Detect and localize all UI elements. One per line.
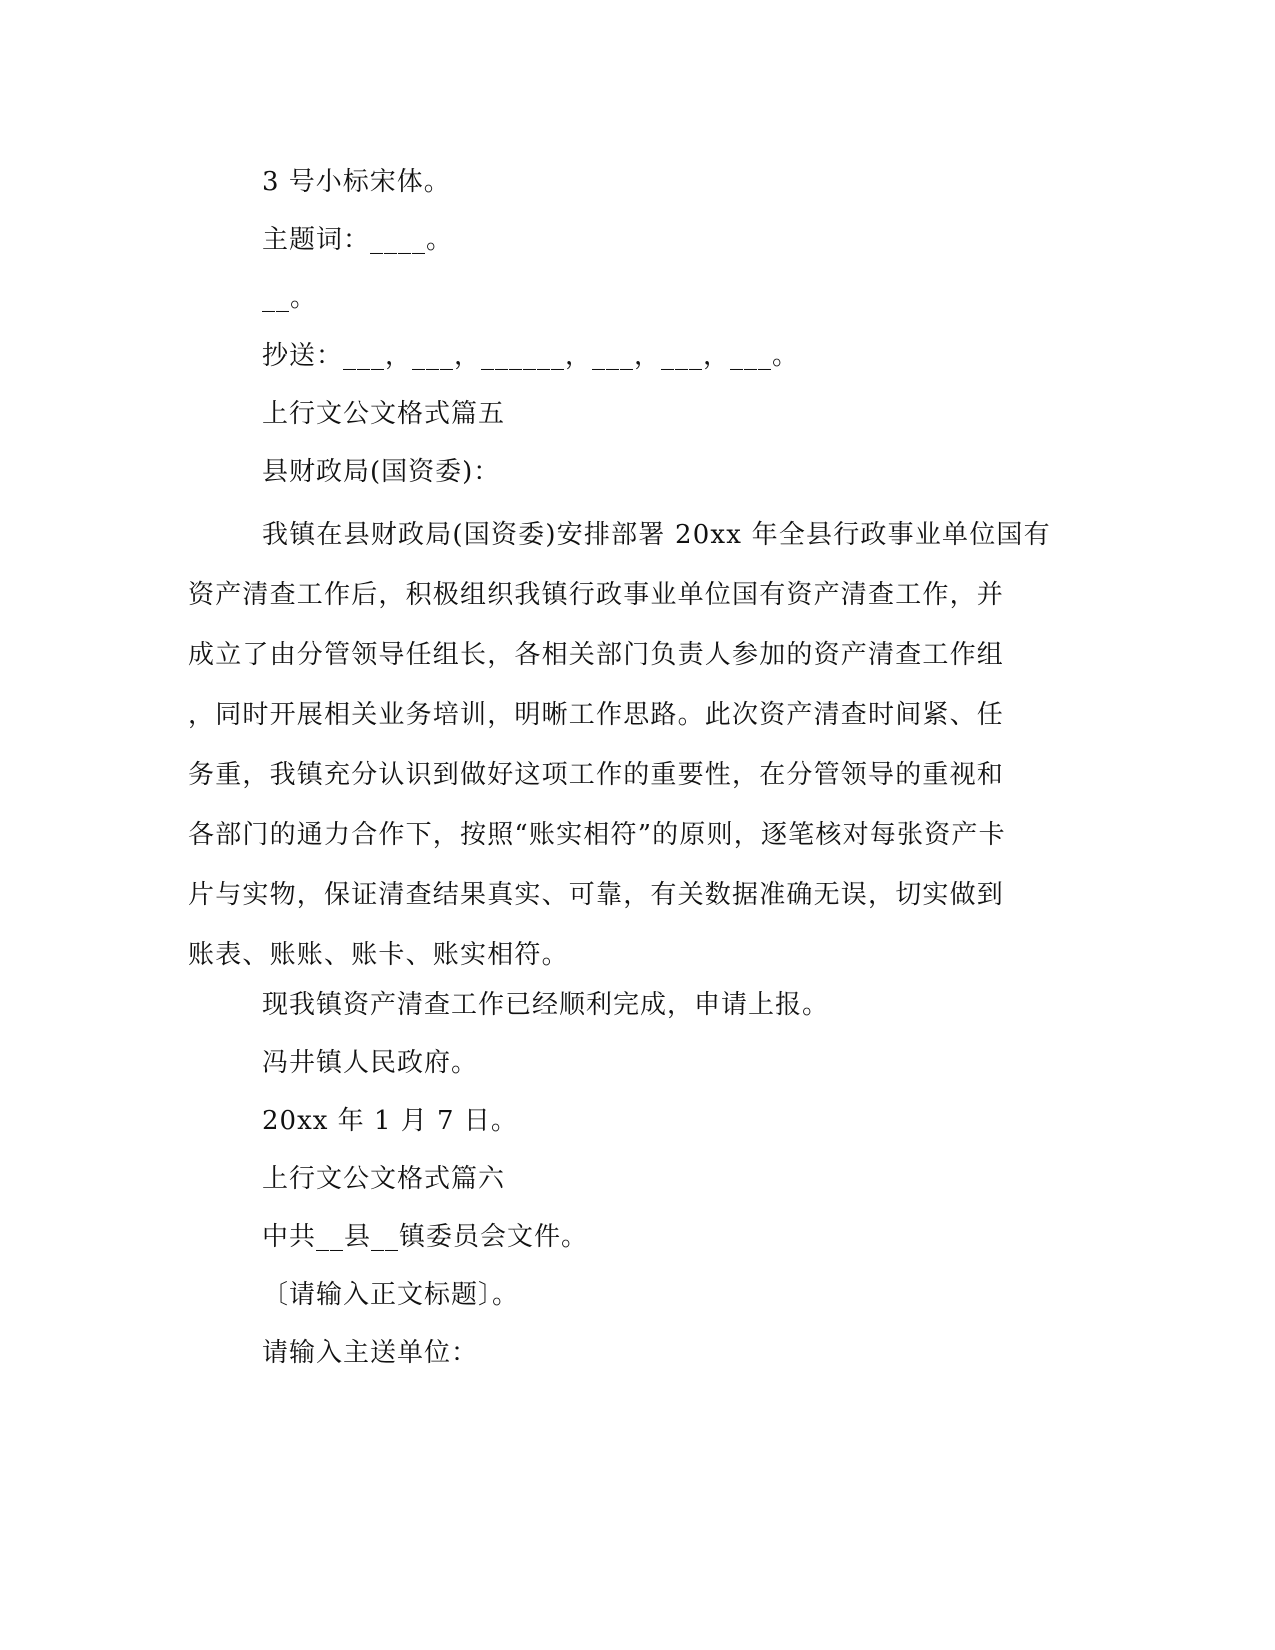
body-line: 资产清查工作后，积极组织我镇行政事业单位国有资产清查工作，并 xyxy=(188,580,1005,610)
body-line: ，同时开展相关业务培训，明晰工作思路。此次资产清查时间紧、任 xyxy=(188,700,1005,730)
doc-line-issuer: 冯井镇人民政府。 xyxy=(262,1048,479,1078)
body-line: 成立了由分管领导任组长，各相关部门负责人参加的资产清查工作组 xyxy=(188,640,1005,670)
doc-line-recipient: 县财政局(国资委)： xyxy=(262,457,501,487)
doc-line-font-spec: 3 号小标宋体。 xyxy=(262,167,451,197)
doc-body-paragraph xyxy=(188,505,1068,985)
doc-heading-part-six: 上行文公文格式篇六 xyxy=(262,1164,506,1194)
doc-line-subject-words: 主题词：____。 xyxy=(262,225,454,255)
body-line: 账表、账账、账卡、账实相符。 xyxy=(188,940,569,970)
body-line: 片与实物，保证清查结果真实、可靠，有关数据准确无误，切实做到 xyxy=(188,880,1005,910)
doc-line-main-recipient-placeholder: 请输入主送单位： xyxy=(262,1338,479,1368)
doc-line-date: 20xx 年 1 月 7 日。 xyxy=(262,1106,518,1136)
body-line: 各部门的通力合作下，按照“账实相符”的原则，逐笔核对每张资产卡 xyxy=(188,820,1006,850)
doc-line-committee-file: 中共__县__镇委员会文件。 xyxy=(262,1222,589,1252)
body-line: 务重，我镇充分认识到做好这项工作的重要性，在分管领导的重视和 xyxy=(188,760,1005,790)
body-line: 我镇在县财政局(国资委)安排部署 20xx 年全县行政事业单位国有 xyxy=(262,520,1051,550)
doc-line-blank: __。 xyxy=(262,283,318,313)
doc-line-title-placeholder: 〔请输入正文标题〕。 xyxy=(262,1280,520,1310)
doc-line-report: 现我镇资产清查工作已经顺利完成，申请上报。 xyxy=(262,990,830,1020)
doc-line-cc: 抄送：___，___，______，___，___，___。 xyxy=(262,341,800,371)
doc-heading-part-five: 上行文公文格式篇五 xyxy=(262,399,506,429)
